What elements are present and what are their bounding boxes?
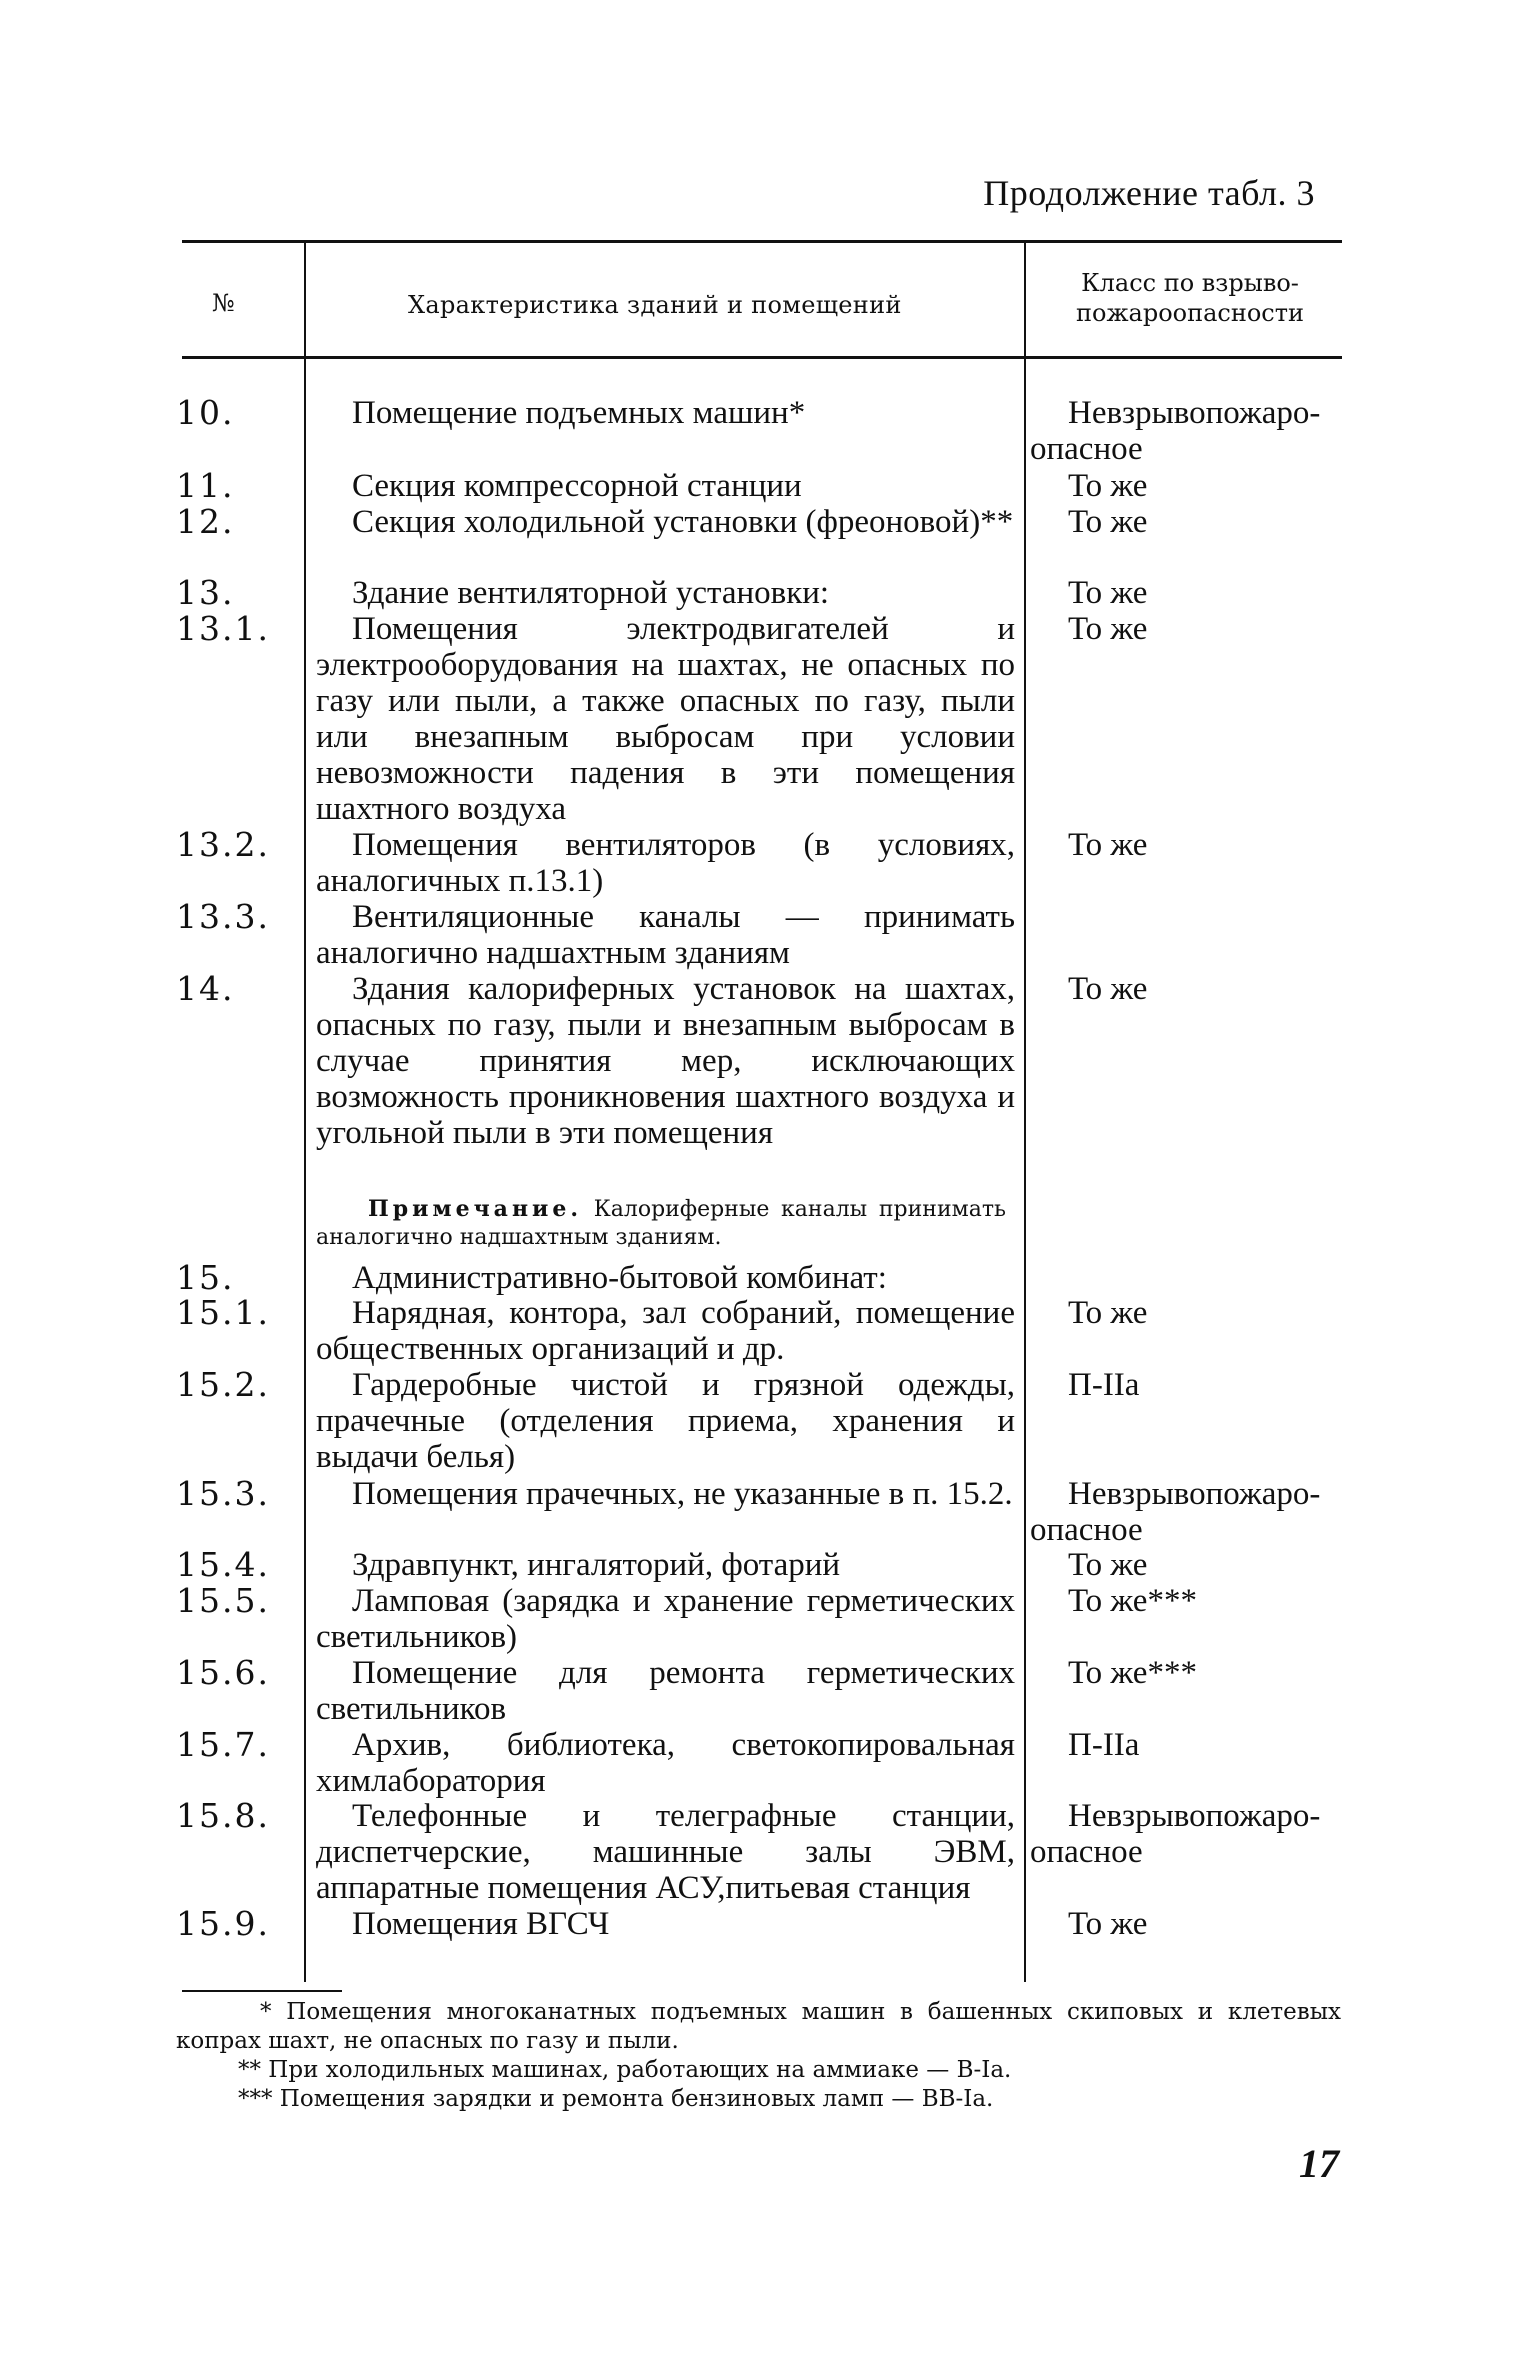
note-text: Калориферные каналы принимать аналогично надшахтным зданиям. [316, 1197, 1006, 1250]
footnote-2: ** При холодильных машинах, работающих на аммиаке — В-Iа. [238, 2057, 1012, 2083]
row-number: 15.9. [176, 1904, 270, 1943]
header-class-line1: Класс по взрыво- [1081, 269, 1299, 297]
header-characteristic: Характеристика зданий и помещений [408, 291, 902, 319]
header-number: № [212, 289, 235, 317]
header-class-line2: пожароопасности [1076, 299, 1304, 327]
row-class: То же [1068, 504, 1148, 540]
row-number: 13.1. [176, 609, 270, 648]
row-number: 13. [176, 573, 235, 612]
row-class: То же*** [1068, 1583, 1197, 1619]
row-number: 15.7. [176, 1725, 270, 1764]
row-class: То же [1068, 971, 1148, 1007]
row-class: То же [1068, 1295, 1148, 1331]
row-description: Помещения ВГСЧ [352, 1906, 610, 1942]
table-note [316, 1195, 1006, 1252]
table-caption: Продолжение табл. 3 [983, 173, 1315, 213]
row-class: Невзрывопожаро-опасное [1030, 395, 1321, 467]
row-description: Здравпункт, ингаляторий, фотарий [352, 1547, 841, 1583]
row-number: 13.2. [176, 825, 270, 864]
row-class: П-IIа [1068, 1727, 1140, 1763]
row-class: То же*** [1068, 1655, 1197, 1691]
row-class: То же [1068, 1547, 1148, 1583]
row-number: 15.5. [176, 1581, 270, 1620]
row-description: Нарядная, контора, зал собраний, помещение общественных организаций и др. [316, 1295, 1015, 1367]
row-class: То же [1068, 1906, 1148, 1942]
row-description: Помещение подъемных машин* [352, 395, 806, 431]
row-class: Невзрывопожаро-опасное [1030, 1798, 1321, 1870]
footnote-3: *** Помещения зарядки и ремонта бензиновых ламп — ВВ-Iа. [238, 2086, 994, 2112]
row-description: Здания калориферных установок на шахтах, опасных по газу, пыли и внезапным выбросам в случае принятия мер, исключающих возможность проникновения шахтного воздуха и угольной пыли в эти помещения [316, 971, 1015, 1151]
row-number: 15.6. [176, 1653, 270, 1692]
row-description: Административно-бытовой комбинат: [352, 1260, 887, 1296]
row-number: 12. [176, 502, 235, 541]
row-description: Помещения прачечных, не указанные в п. 15.2. [352, 1476, 1013, 1512]
row-class: То же [1068, 468, 1148, 504]
row-number: 13.3. [176, 897, 270, 936]
row-number: 14. [176, 969, 235, 1008]
row-class: То же [1068, 827, 1148, 863]
row-description: Помещения вентиляторов (в условиях, аналогичных п.13.1) [316, 827, 1015, 899]
row-description: Секция холодильной установки (фреоновой)** [352, 504, 1014, 540]
row-description: Вентиляционные каналы — принимать аналогично надшахтным зданиям [316, 899, 1015, 971]
row-number: 15.2. [176, 1365, 270, 1404]
row-class: Невзрывопожаро-опасное [1030, 1476, 1321, 1548]
row-number: 15.3. [176, 1474, 270, 1513]
row-number: 15.1. [176, 1293, 270, 1332]
row-description: Архив, библиотека, светокопировальная химлаборатория [316, 1727, 1015, 1799]
row-number: 10. [176, 393, 235, 432]
footnote-rule [182, 1990, 342, 1992]
row-number: 15.8. [176, 1796, 270, 1835]
row-class: П-IIа [1068, 1367, 1140, 1403]
row-description: Здание вентиляторной установки: [352, 575, 830, 611]
row-description: Телефонные и телеграфные станции, диспетчерские, машинные залы ЭВМ, аппаратные помещения АСУ,питьевая станция [316, 1798, 1015, 1906]
row-class: То же [1068, 611, 1148, 647]
note-label: Примечание. [368, 1196, 583, 1222]
footnote-1: * Помещения многоканатных подъемных машин в башенных скиповых и клетевых копрах шахт, не опасных по газу и пыли. [176, 1999, 1341, 2054]
row-description: Секция компрессорной станции [352, 468, 802, 504]
row-number: 15.4. [176, 1545, 270, 1584]
row-number: 15. [176, 1258, 235, 1297]
page-number: 17 [1299, 2141, 1339, 2186]
row-class: То же [1068, 575, 1148, 611]
row-description: Ламповая (зарядка и хранение герметических светильников) [316, 1583, 1015, 1655]
row-description: Помещения электродвигателей и электрооборудования на шахтах, не опасных по газу или пыли, а также опасных по газу, пыли или внезапным выбросам при условии невозможности падения в эти помещения шахтного воздуха [316, 611, 1015, 827]
row-description: Помещение для ремонта герметических светильников [316, 1655, 1015, 1727]
row-description: Гардеробные чистой и грязной одежды, прачечные (отделения приема, хранения и выдачи белья) [316, 1367, 1015, 1475]
footnotes [176, 1998, 1341, 2114]
row-number: 11. [176, 466, 235, 505]
